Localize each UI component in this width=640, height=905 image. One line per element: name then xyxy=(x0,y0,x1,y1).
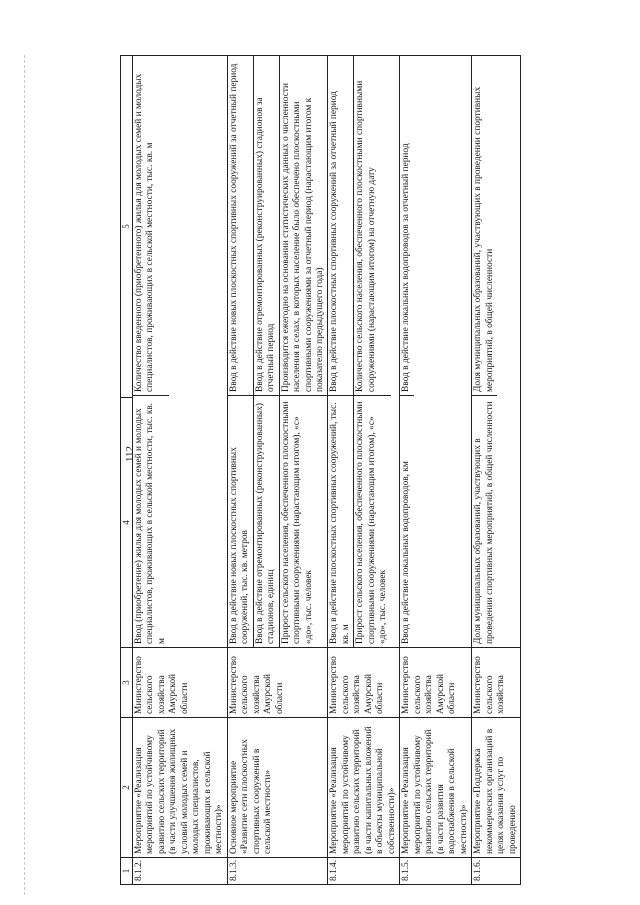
event-name-cell: Мероприятие «Реализация мероприятий по устойчивому развитию сельских территорий (в части капитальных вложений в объекты муниципальной собственности)» xyxy=(328,718,400,858)
row-number-cell: 8.1.2. xyxy=(132,858,227,885)
indicator-cell xyxy=(328,56,400,648)
indicator-row xyxy=(133,56,169,647)
indicator-name: Прирост сельского населения, обеспеченного плоскостными спортивными сооружениями (нарастающим итогом), «с» «до», тыс. человек xyxy=(354,396,391,648)
indicator-name: Ввод в действие локальных водопроводов, км xyxy=(400,396,413,648)
table-row xyxy=(132,56,227,885)
header-cell-3: 3 xyxy=(121,648,133,718)
indicator-cell xyxy=(132,56,227,648)
header-cell-5: 5 xyxy=(121,56,133,398)
indicator-subtable xyxy=(133,56,169,647)
indicator-cell xyxy=(400,56,472,648)
scan-edge-marks xyxy=(24,55,26,895)
row-number-cell: 8.1.4. xyxy=(328,858,400,885)
header-row xyxy=(121,56,133,885)
indicator-row xyxy=(472,56,497,647)
event-name-cell: Мероприятие «Реализация мероприятий по устойчивому развитию сельских территорий (в части развития водоснабжения в сельской местности)» xyxy=(400,718,472,858)
indicator-row xyxy=(279,56,327,647)
rotated-table-container xyxy=(120,55,600,885)
indicator-subtable xyxy=(400,56,413,647)
indicator-description: Доля муниципальных образований, участвующих в проведении спортивных мероприятий, в общей численности xyxy=(473,86,495,392)
executor-cell: Министерство сельского хозяйства Амурской области xyxy=(400,648,472,718)
indicator-row xyxy=(228,56,253,647)
indicator-subtable xyxy=(328,56,390,647)
row-number-cell: 8.1.3. xyxy=(227,858,328,885)
event-name-cell: Основное мероприятие «Развитие сети плоскостных спортивных сооружений в сельской местности» xyxy=(227,718,328,858)
indicator-name: Ввод в действие плоскостных спортивных сооружений, тыс. кв. м xyxy=(328,396,353,648)
indicator-description: Ввод в действие отремонтированных (реконструированных) стадионов за отчетный период xyxy=(253,56,279,396)
indicator-cell xyxy=(227,56,328,648)
indicator-name: Доля муниципальных образований, участвующих в проведении спортивных мероприятий, в общей численности xyxy=(472,396,497,648)
page-number: 112 xyxy=(124,445,136,463)
indicator-subtable xyxy=(228,56,328,647)
table-row xyxy=(328,56,400,885)
indicator-name: Прирост сельского населения, обеспеченного плоскостными спортивными сооружениями (нарастающим итогом), «с» «до», тыс. человек xyxy=(279,396,327,648)
indicator-row xyxy=(354,56,391,647)
executor-cell: Министерство сельского хозяйства xyxy=(472,648,521,718)
indicator-description: Количество сельского населения, обеспеченного плоскостными спортивными сооружениями (нарастающим итогом) на отчетную дату xyxy=(354,56,391,396)
row-number-cell: 8.1.6. xyxy=(472,858,521,885)
indicator-row xyxy=(253,56,279,647)
indicator-description: Ввод в действие новых плоскостных спортивных сооружений за отчетный период xyxy=(228,63,239,392)
table-row xyxy=(227,56,328,885)
executor-cell: Министерство сельского хозяйства Амурской области xyxy=(132,648,227,718)
indicator-name: Ввод в действие новых плоскостных спортивных сооружений, тыс. кв. метров xyxy=(228,396,253,648)
executor-cell: Министерство сельского хозяйства Амурской области xyxy=(227,648,328,718)
event-name-cell: Мероприятие «Реализация мероприятий по устойчивому развитию сельских территорий (в части улучшения жилищных условий молодых семей и молодых специалистов, проживающих в сельской местности)» xyxy=(132,718,227,858)
header-cell-2: 2 xyxy=(121,718,133,858)
indicator-name: Ввод в действие отремонтированных (реконструированных) стадионов, единиц xyxy=(253,396,279,648)
header-cell-1: 1 xyxy=(121,858,133,885)
indicator-description: Количество введенного (приобретенного) жилья для молодых семей и молодых специалистов, проживающих в сельской местности, тыс. кв. м xyxy=(133,73,156,392)
indicator-row xyxy=(328,56,353,647)
event-name-cell: Мероприятие «Поддержка некоммерческих организаций в целях оказания услуг по проведению xyxy=(472,718,521,858)
indicator-description: Ввод в действие плоскостных спортивных сооружений за отчетный период xyxy=(329,91,340,392)
executor-cell: Министерство сельского хозяйства Амурской области xyxy=(328,648,400,718)
table-body xyxy=(132,56,520,885)
indicator-description: Производится ежегодно на основании статистических данных о численности населения в селах, в которых население было обеспечено плоскостными спортивными сооружениями за отчетный период (нарастающим итогом к показателю предыдущего года) xyxy=(279,56,327,396)
header-cell-4: 4 xyxy=(121,398,133,648)
table-row xyxy=(400,56,472,885)
indicator-name: Ввод (приобретение) жилья для молодых семей и молодых специалистов, проживающих в сельской местности, тыс. кв. м xyxy=(133,396,169,648)
indicator-description: Ввод в действие локальных водопроводов за отчетный период xyxy=(401,143,412,392)
table-row xyxy=(472,56,521,885)
row-number-cell: 8.1.5. xyxy=(400,858,472,885)
indicator-subtable xyxy=(472,56,497,647)
indicator-cell xyxy=(472,56,521,648)
indicator-row xyxy=(400,56,413,647)
measures-table xyxy=(120,55,521,885)
